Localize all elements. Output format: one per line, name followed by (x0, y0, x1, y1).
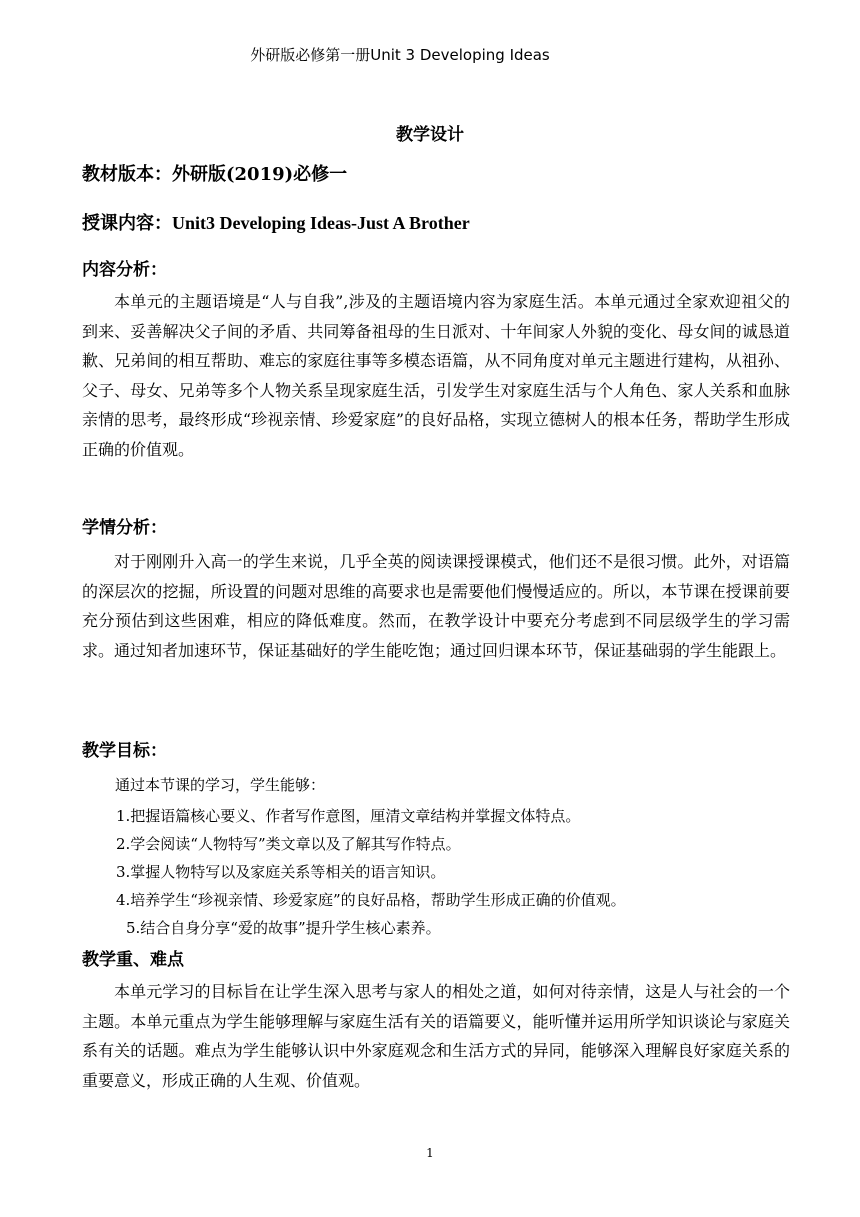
textbook-version: 教材版本：外研版(2019)必修一 (82, 164, 348, 185)
student-analysis-body: 对于刚刚升入高一的学生来说，几乎全英的阅读课授课模式，他们还不是很习惯。此外，对语篇的深层次的挖掘，所设置的问题对思维的高要求也是需要他们慢慢适应的。所以，本节课在授课前要充分预估到这些困难，相应的降低难度。然而，在教学设计中要充分考虑到不同层级学生的学习需求。通过知者加速环节，保证基础好的学生能吃饱；通过回归课本环节，保证基础弱的学生能跟上。 (82, 552, 790, 660)
objectives-intro: 通过本节课的学习，学生能够： (115, 776, 326, 794)
objective-item-2: 2.学会阅读“人物特写”类文章以及了解其写作特点。 (116, 835, 461, 853)
student-analysis-heading: 学情分析： (82, 518, 167, 538)
content-analysis-body: 本单元的主题语境是“人与自我”,涉及的主题语境内容为家庭生活。本单元通过全家欢迎祖父的到来、妥善解决父子间的矛盾、共同筹备祖母的生日派对、十年间家人外貌的变化、母女间的诚恳道歉、兄弟间的相互帮助、难忘的家庭往事等多模态语篇，从不同角度对单元主题进行建构，从祖孙、父子、母女、兄弟等多个人物关系呈现家庭生活，引发学生对家庭生活与个人角色、家人关系和血脉亲情的思考，最终形成“珍视亲情、珍爱家庭”的良好品格，实现立德树人的根本任务，帮助学生形成正确的价值观。 (82, 292, 790, 459)
objectives-heading: 教学目标： (82, 741, 167, 761)
key-points-body: 本单元学习的目标旨在让学生深入思考与家人的相处之道，如何对待亲情，这是人与社会的一个主题。本单元重点为学生能够理解与家庭生活有关的语篇要义，能听懂并运用所学知识谈论与家庭关系有关的话题。难点为学生能够认识中外家庭观念和生活方式的异同，能够深入理解良好家庭关系的重要意义，形成正确的人生观、价值观。 (82, 982, 790, 1090)
key-points-heading: 教学重、难点 (82, 950, 184, 970)
lesson-content: 授课内容：Unit3 Developing Ideas-Just A Brother (82, 213, 470, 233)
running-header: 外研版必修第一册Unit 3 Developing Ideas (250, 46, 550, 64)
content-analysis-heading: 内容分析： (82, 260, 167, 280)
objective-item-3: 3.掌握人物特写以及家庭关系等相关的语言知识。 (116, 863, 446, 881)
objective-item-5: 5.结合自身分享“爱的故事”提升学生核心素养。 (126, 919, 441, 937)
document-title: 教学设计 (396, 125, 464, 145)
objective-item-4: 4.培养学生“珍视亲情、珍爱家庭”的良好品格，帮助学生形成正确的价值观。 (116, 891, 626, 909)
objectives-list (116, 802, 824, 942)
page-number: 1 (426, 1146, 434, 1160)
objective-item-1: 1.把握语篇核心要义、作者写作意图，厘清文章结构并掌握文体特点。 (116, 807, 581, 825)
